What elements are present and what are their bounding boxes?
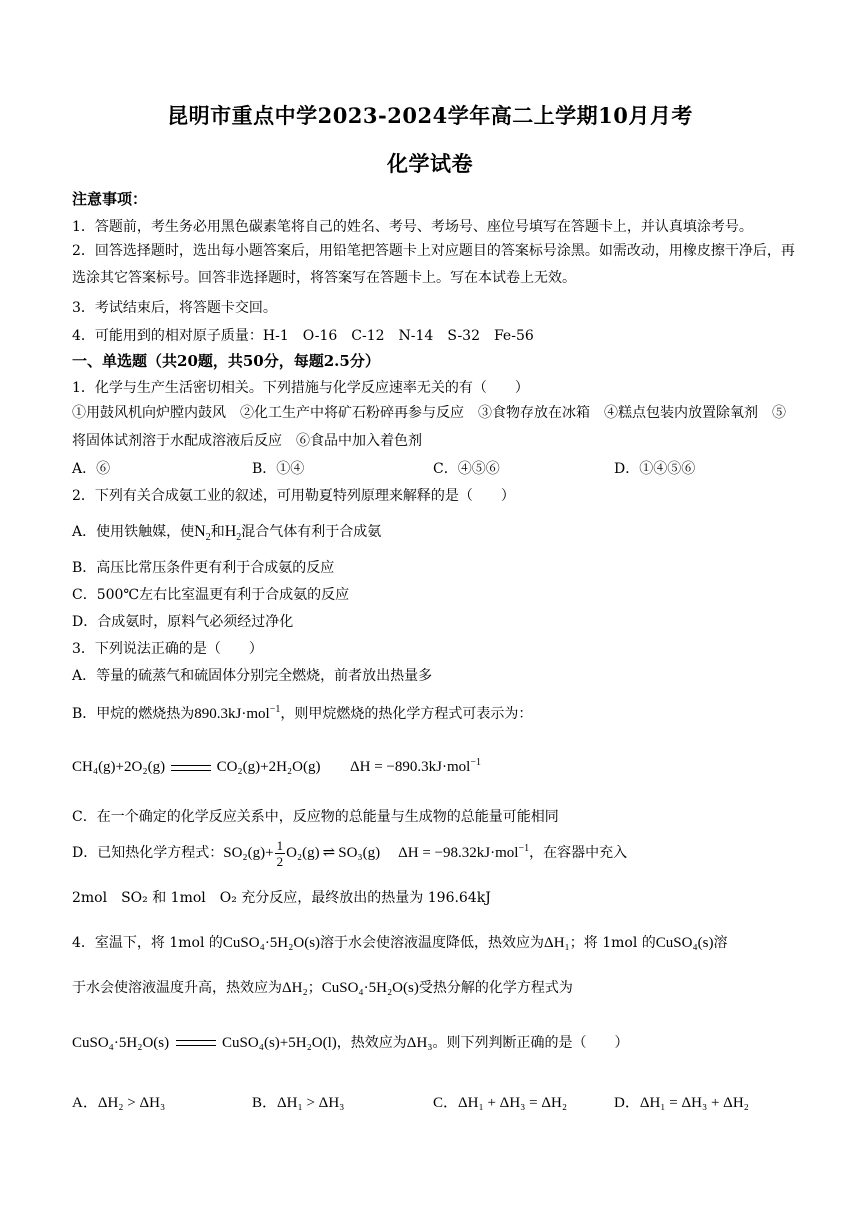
exam-subtitle: 化学试卷 [387,151,473,176]
q2-option-b: B．高压比常压条件更有利于合成氨的反应 [72,560,335,576]
q3-option-d [72,838,627,869]
q2-a-n2: $N_2$ [194,523,211,544]
q4-equation: CuSO₄·5H₂O(s) CuSO₄(s)+5H₂O(l)，热效应为ΔH₃。则下列判断正确的是（ ） [72,1035,629,1051]
q4-line-1: 4．室温下，将 1mol 的CuSO₄·5H₂O(s)溶于水会使溶液温度降低，热效应为ΔH₁；将 1mol 的CuSO₄(s)溶 [72,935,728,951]
q2-stem: 2．下列有关合成氨工业的叙述，可用勒夏特列原理来解释的是（ ） [72,488,515,504]
q1-stem: 1．化学与生产生活密切相关。下列措施与化学反应速率无关的有（ ） [72,380,529,396]
q3-equation [72,757,481,776]
q2-option-c: C．500℃左右比室温更有利于合成氨的反应 [72,587,350,603]
notice-item-3: 3．考试结束后，将答题卡交回。 [72,300,277,316]
q3-b-pre: B．甲烷的燃烧热为 [72,706,195,722]
section-heading: 一、单选题（共20题，共50分，每题2.5分） [72,352,380,370]
q3-d-line2: 2mol SO₂ 和 1mol O₂ 充分反应，最终放出的热量为 196.64kJ [72,890,491,906]
q3-d-pre: D．已知热化学方程式： [72,844,224,861]
exam-title: 昆明市重点中学2023-2024学年高二上学期10月月考 [167,103,693,128]
q2-option-a [72,521,381,543]
q4-option-b: B．ΔH₁ > ΔH₃ [252,1095,345,1111]
notice-heading: 注意事项： [72,190,148,208]
q2-a-text: A．使用铁触媒，使 [72,524,195,540]
q1-option-a: A．⑥ [72,461,111,477]
q3-d-post: ，在容器中充入 [529,844,628,861]
q3-eq-rhs: CO₂(g)+2H₂O(g) [216,759,321,775]
q3-option-c: C．在一个确定的化学反应关系中，反应物的总能量与生成物的总能量可能相同 [72,809,559,825]
q3-d-equation: SO₂(g)+ $\frac{1}{2}$ O₂(g) ⇌ SO₃(g) ΔH = −98.32kJ·mol$^{-1}$ [223,838,530,869]
q1-option-b: B．①④ [252,461,305,477]
q1-body: ①用鼓风机向炉膛内鼓风 ②化工生产中将矿石粉碎再参与反应 ③食物存放在冰箱 ④糕点包装内放置除氧剂 ⑤将固体试剂溶于水配成溶液后反应 ⑥食品中加入着色剂 [72,405,786,449]
q3-b-post: ，则甲烷燃烧的热化学方程式可表示为： [280,706,533,722]
q1-option-c: C．④⑤⑥ [433,461,500,477]
q4-option-c: C．ΔH₁ + ΔH₃ = ΔH₂ [433,1095,568,1111]
q3-option-a: A．等量的硫蒸气和硫固体分别完全燃烧，前者放出热量多 [72,668,433,684]
q3-stem: 3．下列说法正确的是（ ） [72,641,263,657]
equals-double-line [176,1040,216,1046]
q4-option-a: A．ΔH₂ > ΔH₃ [72,1095,166,1111]
equals-double-line [171,765,211,771]
q1-option-d: D．①④⑤⑥ [614,461,696,477]
q2-a-and: 和 [210,524,225,540]
q3-option-b [72,703,532,723]
q4-line-2: 于水会使溶液温度升高，热效应为ΔH₂；CuSO₄·5H₂O(s)受热分解的化学方程式为 [72,980,573,996]
notice-item-1: 1．答题前，考生务必用黑色碳素笔将自己的姓名、考号、考场号、座位号填写在答题卡上，并认真填涂考号。 [72,219,753,235]
q3-eq-lhs: CH₄(g)+2O₂(g) [72,759,166,775]
q3-eq-dh: ΔH = −890.3kJ·mol$^{-1}$ [349,757,481,775]
q4-option-d: D．ΔH₁ = ΔH₃ + ΔH₂ [614,1095,749,1111]
q2-option-d: D．合成氨时，原料气必须经过净化 [72,614,294,630]
notice-item-2: 2．回答选择题时，选出每小题答案后，用铅笔把答题卡上对应题目的答案标号涂黑。如需改动，用橡皮擦干净后，再选涂其它答案标号。回答非选择题时，将答案写在答题卡上。写在本试卷上无效。 [72,243,795,286]
q2-a-post: 混合气体有利于合成氨 [241,524,382,540]
q2-a-h2: $H_2$ [224,523,242,544]
q3-b-value: 890.3kJ·mol$^{-1}$ [194,704,281,722]
notice-item-4: 4．可能用到的相对原子质量：H-1 O-16 C-12 N-14 S-32 Fe-56 [72,328,534,344]
